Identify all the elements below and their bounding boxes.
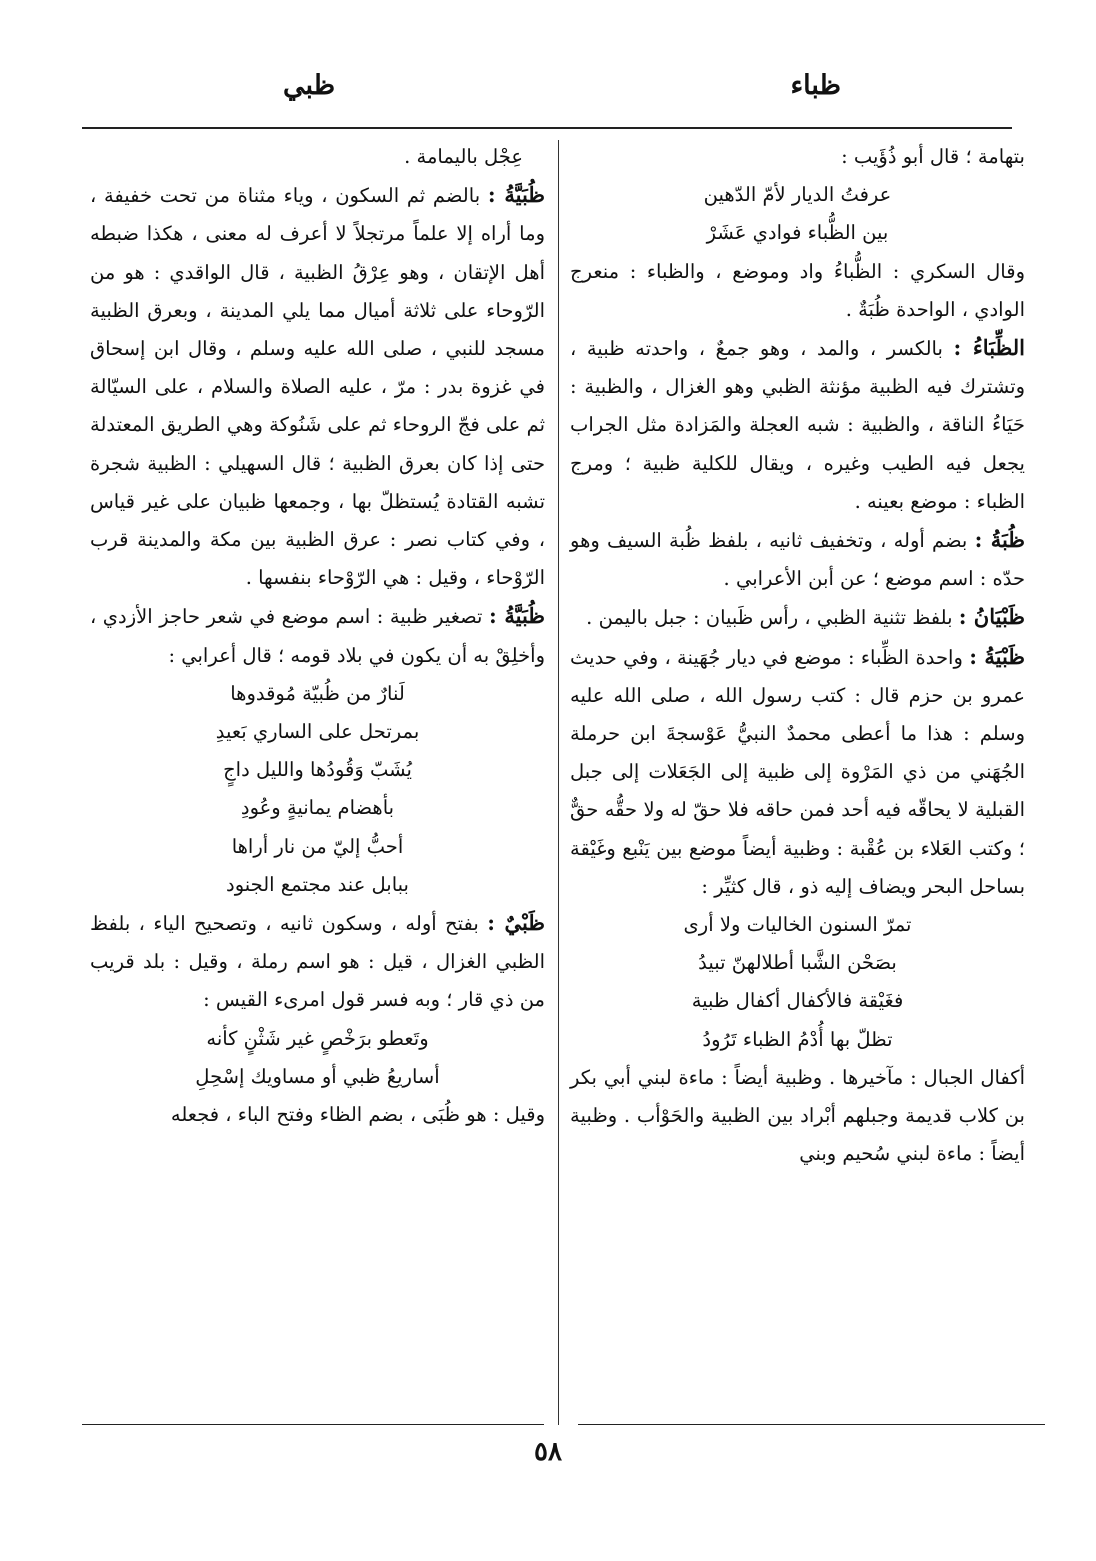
verse-line: أحبُّ إليّ من نار أراها bbox=[231, 834, 404, 858]
running-head-left: ظبي bbox=[283, 70, 336, 101]
entry bbox=[90, 597, 545, 674]
left-column bbox=[90, 138, 545, 1134]
verse-line: يُشَبّ وَقُودُها والليل داجٍ bbox=[223, 758, 412, 782]
entry bbox=[570, 638, 1025, 906]
entry-text: بلفظ تثنية الظبي ، رأس ظَبيان : جبل باليمن . bbox=[586, 606, 953, 630]
verse-line: بصَحْن الشَّبا أطلالهنّ تبيدُ bbox=[698, 951, 897, 975]
entry-text: بالضم ثم السكون ، وياء مثناة من تحت خفيفة ، وما أراه إلا علماً مرتجلاً لا أعرف له معنى ، هكذا ضبطه أهل الإتقان ، وهو عِرْقُ الظبية ، قال الواقدي : هو من الرّوحاء على ثلاثة أميال مما يلي المدينة ، وبعرق الظبية مسجد للنبي ، صلى الله عليه وسلم ، وقال ابن إسحاق في غزوة بدر : مرّ ، عليه الصلاة والسلام ، على السيّالة ثم على فجّ الروحاء ثم على شَنُوكة وهي الطريق المعتدلة حتى إذا كان بعرق الظبية ؛ قال السهيلي : الظبية شجرة تشبه القتادة يُستظلّ بها ، وجمعها ظبيان على غير قياس ، وفي كتاب نصر : عرق الظبية بين مكة والمدينة قرب الرّوْحاء ، وقيل : هي الرّوْحاء بنفسها . bbox=[90, 184, 545, 590]
entry bbox=[90, 904, 545, 1020]
header-rule bbox=[82, 127, 1012, 129]
paragraph: وقال السكري : الظُّباءُ واد وموضع ، والظباء : منعرج الوادي ، الواحدة ظُبَةٌ . bbox=[570, 259, 1025, 321]
entry-headword: ظُبَيَّةُ : bbox=[488, 603, 545, 629]
verse-line: تمرّ السنون الخاليات ولا أرى bbox=[683, 913, 912, 937]
paragraph: وقيل : هو ظُبَى ، بضم الظاء وفتح الباء ، فجعله bbox=[170, 1103, 545, 1127]
verse-line: لَنارٌ من ظُبيّة مُوقدوها bbox=[230, 681, 405, 705]
entry-text: بضم أوله ، وتخفيف ثانيه ، بلفظ ظُبة السيف وهو حدّه : اسم موضع ؛ عن أبن الأعرابي . bbox=[570, 529, 1025, 591]
paragraph: عِجْل باليمامة . bbox=[404, 145, 523, 168]
paragraph: بتهامة ؛ قال أبو ذُؤَيب : bbox=[841, 145, 1025, 168]
entry bbox=[570, 521, 1025, 598]
entry-text: تصغير ظبية : اسم موضع في شعر حاجز الأزدي ، وأخلِقْ به أن يكون في بلاد قومه ؛ قال أعرابي : bbox=[90, 605, 545, 667]
entry-headword: ظَبْيَانُ : bbox=[958, 604, 1025, 630]
verse-line: فغَيْقة فالأكفال أكفال ظبية bbox=[691, 989, 904, 1013]
entry bbox=[570, 598, 1025, 637]
running-head-right: ظباء bbox=[790, 70, 841, 101]
verse-line: بمرتحل على الساري بَعيدِ bbox=[215, 720, 420, 744]
paragraph: أكفال الجبال : مآخيرها . وظبية أيضاً : ماءة لبني أبي بكر بن كلاب قديمة وجبلهم أبْراد بين الظبية والحَوْأب . وظبية أيضاً : ماءة لبني سُحيم وبني bbox=[570, 1065, 1025, 1166]
entry-headword: ظُبَةُ : bbox=[974, 527, 1026, 553]
entry-text: واحدة الظِّباء : موضع في ديار جُهَينة ، وفي حديث عمرو بن حزم قال : كتب رسول الله ، صلى الله عليه وسلم : هذا ما أعطى محمدٌ النبيُّ عَوْسجةَ ابن حرملة الجُهَني من ذي المَرْوة إلى ظبية إلى الجَعَلات إلى جبل القبلية لا يحاقّه فيه أحد فمن حاقه فلا حقّ له ولا حقُّه حقٌّ ؛ وكتب العَلاء بن عُقْبة : وظبية أيضاً موضع بين يَنْبع وغَيْقة بساحل البحر ويضاف إليه ذو ، قال كثيِّر : bbox=[570, 645, 1025, 898]
verse-line: ببابل عند مجتمع الجنود bbox=[226, 872, 409, 896]
verse-line: أساريعُ ظبي أو مساويك إسْحِلِ bbox=[195, 1064, 440, 1088]
page-number: ٥٨ bbox=[534, 1437, 562, 1467]
entry bbox=[90, 176, 545, 597]
entry-headword: ظُبَيَّةُ : bbox=[487, 182, 546, 208]
verse-line: عرفتُ الديار لأمّ الدّهين bbox=[703, 183, 892, 207]
footer-rule-right bbox=[578, 1424, 1045, 1425]
entry-text: بالكسر ، والمد ، وهو جمعٌ ، واحدته ظبية ، وتشترك فيه الظبية مؤنثة الظبي وهو الغزال ، والظبية : حَيَاءُ الناقة ، والظبية : شبه العجلة والمَزادة مثل الجراب يجعل فيه الطيب وغيره ، ويقال للكلية ظبية ؛ ومرج الظباء : موضع بعينه . bbox=[570, 337, 1025, 513]
entry-headword: ظَبْيٌ : bbox=[487, 910, 546, 936]
verse-line: بين الظُّباء فوادي عَشَرْ bbox=[706, 221, 889, 245]
right-column bbox=[570, 138, 1025, 1173]
column-separator bbox=[558, 140, 559, 1425]
verse-line: تظلّ بها أُدْمُ الظباء تَرُودُ bbox=[702, 1027, 893, 1051]
verse-line: بأهضام يمانيةٍ وعُودِ bbox=[240, 796, 395, 820]
verse-line: وتَعطو برَخْصٍ غير شَثْنٍ كأنه bbox=[206, 1026, 429, 1050]
entry-headword: الظِّبَاءُ : bbox=[953, 335, 1025, 361]
footer-rule-left bbox=[82, 1424, 544, 1425]
entry-text: بفتح أوله ، وسكون ثانيه ، وتصحيح الياء ، بلفظ الظبي الغزال ، قيل : هو اسم رملة ، وقيل : بلد قريب من ذي قار ؛ وبه فسر قول امرىء القيس : bbox=[90, 912, 545, 1012]
entry-headword: ظَبْيَةُ : bbox=[969, 643, 1025, 669]
entry bbox=[570, 329, 1025, 521]
